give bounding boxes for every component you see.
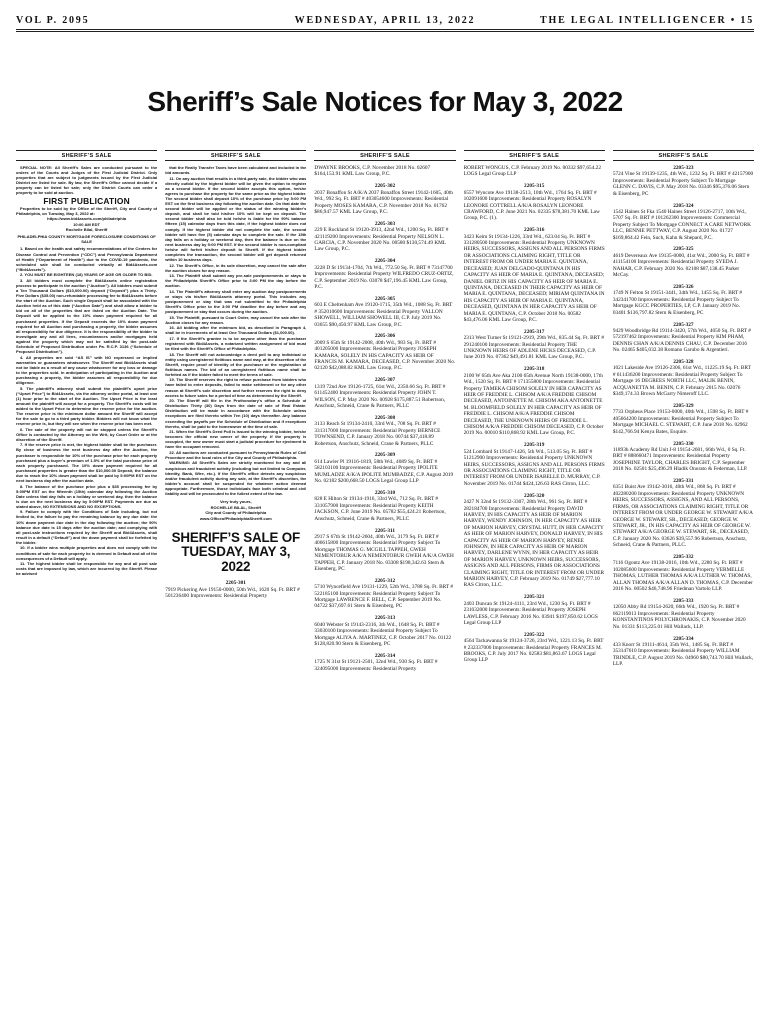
condition-paragraph: 10. If a bidder wins multiple properties and does not comply with the conditions of sale for each property he is deemed in Default and all of the consequences of a Default will apply. — [16, 545, 158, 561]
listing-text: 828 E Hilton St 19134-1916, 33rd Wd., 712 Sq. Ft. BRT # 331057900 Improvements: Residential Property KEITH JACKSON, C.P. June 2019 No. 05782 $55,424.21 Robertson, Anschutz, Schneid, Crane & Partners, PLLC — [314, 496, 446, 522]
column-header: SHERIFF’S SALE — [165, 150, 306, 161]
listing-text: 2037 Bonaffon St A/K/A 2037 Bonaffon Street 19142-1605, 40th Wd., 992 Sq. Ft. BRT # 403054600 Improvements: Residential Property MOSES KAMARA, C.P. November 2018 No. 01762 $86,947.57 KML Law Group, P.C. — [314, 189, 453, 215]
listing-number: 2205-310 — [374, 489, 396, 496]
listing-text: ROBERT WONGUS, C.P. February 2019 No. 00332 $97,654.22 LOGS Legal Group LLP — [463, 165, 601, 178]
condition-paragraph: 12. The Sheriff’s Office, in its sole discretion, may cancel the sale after the auction closes for any reason. — [165, 262, 307, 273]
date-label: WEDNESDAY, APRIL 13, 2022 — [294, 15, 476, 26]
sheriff-name: Rochelle Bilal, Sheriff — [65, 227, 108, 233]
listing-number: 2205-311 — [375, 527, 396, 534]
signoff-line: ROCHELLE BILAL, Sheriff — [210, 504, 261, 510]
listing-number: 2205-320 — [524, 492, 545, 499]
conditions-text-continued — [165, 165, 306, 521]
paper-name: THE LEGAL INTELLIGENCER • 15 — [540, 15, 754, 26]
condition-paragraph: 22. All auctions are conducted pursuant to Pennsylvania Rules of Civil Procedure and the local rules of the City and County of Philadelphia. — [165, 449, 307, 460]
listing-text: 6557 Wyncote Ave 19138-2513, 10th Wd., 1764 Sq. Ft. BRT # 102091600 Improvements: Residential Property ROSALYN LEONORE COTTRELL A/K/A ROSALYN LEONORE CRAWFORD, C.P. June 2021 No. 02335 $78,381.70 KML Law Group, P.C. (1). — [463, 189, 600, 222]
condition-paragraph: 17. If the Sheriff’s grantee is to be anyone other than the purchaser registered with Bid4Assets, a notarized written assignment of bid must be filed with the Sheriff’s Office of Philadelphia. — [165, 335, 307, 352]
listing-text: 11893h Academy Rd Unit J-8 19154-2601, 66th Wd., 0 Sq. Ft. BRT # 888660471 Improvements: Residential Property JOSEPHINE TAYLOR, CHARLES BRIGHT, C.P. September 2018 No. 02501 $25,496.29 Hladik Onorato & Federman, LLP. — [612, 446, 748, 473]
sale-listing — [314, 183, 455, 215]
sale-listing — [314, 578, 455, 610]
sale-listing — [464, 183, 605, 221]
sale-listing — [314, 221, 455, 253]
sale-listing — [613, 246, 754, 278]
listing-text: 2427 N 32nd St 19132-3307, 28th Wd., 961 Sq. Ft. BRT # 282184700 Improvements: Residential Property DAVID HARVEY, IN HIS CAPACITY AS HEIR OF MARION HARVEY, WENDY JOHNSON, IN HER CAPACITY AS HEIR OF MARION HARVEY, CRYSTAL HUTT, IN HER CAPACITY AS HEIR OF MARION HARVEY, DONALD HARVEY, IN HIS CAPACITY AS HEIR OF MARION HARVEY, RENEE JOHNSON, IN HER CAPACITY AS HEIR OF MARION HARVEY, DARLENE WYNN, IN HER CAPACITY AS HEIR OF MARION HARVEY, UNKNOWN HEIRS, SUCCESSORS, ASSIGNS AND ALL PERSONS, FIRMS OR ASSOCIATIONS CLAIMING RIGHT, TITLE OR INTEREST FROM OR UNDER MARION HARVEY, C.P. February 2019 No. 01749 $27,777.10 RAS Citron, LLC. — [463, 499, 604, 589]
listing-text: 7116 Ogontz Ave 19138-2016, 10th Wd., 2280 Sq. Ft. BRT # 102085600 Improvements: Residential Property VERMELLE THOMAS, LUTHER THOMAS A/K/A LUTHER W. THOMAS, ALLAN THOMAS A/K/A ALLAN D. THOMAS, C.P. December 2016 No. 00502 $46,748.96 Friedman Vartolo LLP. — [612, 560, 753, 593]
condition-paragraph: 18. The Sheriff will not acknowledge a deed poll to any individual or entity using unregistered fictitious name and may, at the discretion of the Sheriff, require proof of identity of the purchaser or the registration of fictitious names. The bid of an unregistered fictitious name shall be forfeited as if the bidder failed to meet the terms of sale. — [165, 351, 307, 377]
listing-text: 603 E Cheltenham Ave 19120-1715, 35th Wd., 1088 Sq. Ft. BRT # 352010600 Improvements: Residential Property VALLON SHOWELL, WILLIAM SHOWELL III, C.P. July 2019 No. 03655 $90,450.97 KML Law Group, P.C. — [314, 302, 453, 328]
listing-text: 4564 Tackawanna St 19124-3726, 23rd Wd., 1221.13 Sq. Ft. BRT # 232337000 Improvements: Residential Property FRANCES M. BROOKS, C.P. July 2017 No. 02583 $81,863.67 LOGS Legal Group LLP — [463, 638, 604, 664]
listing-text: 9429 Woodbridge Rd 19114-3420, 57th Wd., 4050 Sq. Ft. BRT # 572197462 Improvements: Residential Property KIM PHAM, DENNIS CHAN A/K/A DENNIS CHAU, C.P. December 2016 No. 02465 $405,032.38 Romano Garubo & Argentieri. — [612, 327, 751, 354]
signoff-line: Very truly yours, — [219, 499, 252, 505]
condition-paragraph: 3. All bidders must complete the Bid4Assets online registration process to participate in the auction (“Auction”). All bidders must submit a Ten Thousand Dollars ($10,000.00) deposit (“Deposit”) plus a Thirty-Five Dollars ($35.00) non-refundable processing fee to Bid4Assets before the start of the Auction. Such single Deposit shall be associated with the Auction held as of this date (“Auction Date”) and shall allow a bidder to bid on all of the properties that are listed on the Auction Date. The Deposit will be applied to the 10% down payment required for all purchased properties. If the Deposit exceeds the 10% down payment required for all Auction and purchasing a property, the bidder assumes all responsibility for due diligence. It is the responsibility of the bidder to investigate any and all liens, encumbrances and/or mortgages held against the property which may not be satisfied by the post-sale Schedule of Proposed Distribution under Pa. R.C.P. 3136 (“Schedule of Proposed Distribution”). — [16, 277, 158, 355]
listing-text: 1021 Lakeside Ave 19126-2306, 61st Wd., 11225.19 Sq. Ft. BRT # 611436200 Improvements: Residential Property Subject To Mortgage 16 DEGREES NORTH LLC, MALIK BENIN, ACQUANETTA M. BENIN, C.P. February 2015 No. 02076 $349,174.33 Brown McGarry Nimeroff LLC. — [612, 365, 751, 398]
sale-listing — [613, 165, 754, 197]
listing-number: 2205-331 — [673, 478, 694, 485]
sale-listing — [464, 594, 605, 626]
condition-paragraph: 4. All properties are sold “AS IS” with NO expressed or implied warranties or guarantees whatsoever. The Sheriff and Bid4Assets shall not be liable as a result of any cause whatsoever for any loss or damage to the properties sold. In anticipation of participating in the Auction and purchasing a property, the bidder assumes all responsibility for due diligence. — [16, 354, 158, 386]
listing-text: DWAYNE BROOKS, C.P. November 2018 No. 02607 $164,153.91 KML Law Group, P.C. — [314, 165, 431, 178]
listing-number: 2205-329 — [673, 403, 694, 409]
column-header: SHERIFF’S SALE — [16, 150, 157, 161]
listing-text: 2009 S 65th St 19142-2008, 40th Wd., 983 Sq. Ft. BRT # 401205000 Improvements: Residential Property JOSEPH KAMARA, SOLELY IN HIS CAPACITY AS HEIR OF FRANCIS M. KAMARA, DECEASED, C.P. November 2020 No. 02120 $42,088.82 KML Law Group, P.C. — [314, 339, 456, 372]
column-header: SHERIFF’S SALE — [464, 150, 605, 161]
condition-paragraph: that the Realty Transfer Taxes have been calculated and included in the bid amounts. — [165, 165, 307, 176]
columns — [16, 150, 754, 1016]
condition-paragraph: 5. The plaintiff’s attorney shall submit the plaintiff’s upset price (“Upset Price”) to Bid4Assets, via the attorney online portal, at least one (1) hour prior to the start of the Auction. The Upset Price is the least amount the plaintiff will accept for a property. The Sheriff’s costs will be added to the Upset Price to determine the reserve price for the auction. The reserve price is the minimum dollar amount the Sheriff will accept for the sale to go to a third party bidder. Bidders will not know what the reserve price is, but they will see when the reserve price has been met. — [16, 385, 158, 427]
condition-paragraph: 16. All bidding after the minimum bid, as described in Paragraph 4, shall be in increments of at least One Thousand Dollars ($1,000.00). — [165, 325, 307, 336]
sale-listing — [314, 490, 455, 522]
masthead — [16, 8, 754, 32]
listing-number: 2205-319 — [524, 442, 545, 449]
listing-text: 3423 Keim St 19134-1226, 33rd Wd., 623.04 Sq. Ft. BRT # 331280500 Improvements: Residential Property UNKNOWN HEIRS, SUCCESSORS, ASSIGNS AND ALL PERSONS FIRMS OR ASSOCIATIONS CLAIMING RIGHT, TITLE OR INTEREST FROM OR UNDER MARIA E. QUINTANA, DECEASED; JUAN DELGADO-QUINTANA IN HIS CAPACITY AS HEIR OF MARIA E. QUINTANA, DECEASED; DANIEL ORTIZ IN HIS CAPACITY AS HEIR OF MARIA E. QUINTANA, DECEASED IN THEIR CAPACITY AS HEIR OF MARIA E. QUINTANA, DECEASED; MIRIAM QUINTANA IN HIS CAPACITY AS HEIR OF MARIA E. QUINTANA, DECEASED, QUINTANA IN HER CAPACITY AS HEIR OF MARIA E. QUINTANA, C.P. October 2018 No. 00582 $43,476.06 KML Law Group, P.C. — [463, 233, 605, 323]
listing-number: 2205-322 — [524, 631, 545, 638]
page-title: Sheriff’s Sale Notices for May 3, 2022 — [147, 86, 623, 117]
condition-paragraph: 14. The Plaintiff’s attorney shall enter any auction day postponements or stays via his/her Bid4Assets attorney portal. This includes any postponement or stay that was not submitted to the Philadelphia Sheriff’s Office prior to the 3:00 PM deadline the day before and any postponement or stay that occurs during the auction. — [165, 288, 307, 315]
listings — [314, 165, 455, 672]
condition-paragraph: 13. The Plaintiff shall submit any pre-sale postponements or stays to the Philadelphia Sheriff’s Office prior to 3:00 PM the day before the auction. — [165, 273, 307, 289]
condition-paragraph: 15. The Plaintiff, pursuant to Court Order, may cancel the sale after the Auction closes for any reason. — [165, 314, 307, 325]
listing-text: 2403 Duncan St 19124-4111, 23rd Wd., 1230 Sq. Ft. BRT # 231032000 Improvements: Residential Property JOSEPH LAWLESS, C.P. February 2016 No. 03941 $197,850.62 LOGS Legal Group LLP — [463, 600, 598, 626]
column-4 — [464, 150, 605, 1016]
listing-number: 2205-306 — [374, 333, 396, 340]
first-publication-heading: FIRST PUBLICATION — [43, 195, 130, 206]
listing-text: 7733 Orpheus Place 19153-0000, 40th Wd., 1598 Sq. Ft. BRT # 405664200 Improvements: Residential Property Subject To Mortgage MICHAEL C. STEWART, C.P. June 2018 No. 02962 $142,766.94 Kenya Bates, Esquire. — [612, 409, 749, 435]
listing-number: 2205-316 — [524, 227, 545, 234]
column-header: SHERIFF’S SALE — [314, 150, 455, 161]
listing-number: 2205-315 — [524, 183, 545, 190]
condition-paragraph: WARNING: All Sheriff’s Sales are strictly monitored for any and all suspicious and fraudulent activity (including but not limited to Computer, Identity, Bank, Wire, etc.). If the Sheriff’s office detects any suspicious and/or fraudulent activity during any sale, at the Sheriff’s discretion, the bidder’s account shall be suspended for whatever action deemed appropriate. Furthermore, those individuals face both criminal and civil liability and will be prosecuted to the fullest extent of the law. — [165, 460, 307, 496]
listing-text: 1542 Haines St Fka 1540 Haines Street 19126-2717, 10th Wd., 5707 Sq. Ft. BRT # 101262300 Improvements: Commercial Property Subject To Mortgage CONNECT A CARE NETWORK LLC, BENNIE PETTWAY, C.P. August 2020 No. 01727 $169,864.42 Fein, Such, Kahn & Shepard, P.C. — [612, 208, 751, 241]
listing-text: 3133 Reach St 19134-2410, 33rd Wd., 708 Sq. Ft. BRT # 331317000 Improvements: Residential Property BERNICE TOWNSEND, C.P. January 2018 No. 00744 $37,418.89 Robertson, Anschutz, Schneid, Crane & Partners, PLLC — [314, 421, 441, 447]
condition-paragraph: 11. The highest bidder shall be responsible for any and all post sale costs that are imposed by law, which are incurred by the Sheriff. Please be advised — [16, 561, 158, 577]
sale-listing — [314, 333, 455, 371]
volume-label: VOL P. 2095 — [16, 15, 90, 26]
conditions-title: PHILADELPHIA COUNTY MORTGAGE FORECLOSURE CONDITIONS OF SALE — [17, 234, 156, 245]
listing-text: 433 Knorr St 19111-4614, 35th Wd., 1485 Sq. Ft. BRT # 353147610 Improvements: Residential Property WILLIAM TRINDLE, C.P. August 2019 No. 04960 $80,743.70 Hill Wallack, LLP. — [612, 641, 754, 668]
sale-listing — [165, 580, 306, 599]
first-publication-text: Properties to be sold by the Office of the Sheriff, City and County of Philadelphia, on Tuesday, May 3, 2022 at: — [16, 205, 158, 216]
auction-url[interactable]: https://www.bid4assets.com/philadelphia — [47, 216, 127, 222]
sale-listing — [613, 403, 754, 435]
sale-listing — [314, 296, 455, 328]
listing-number: 2205-332 — [673, 554, 694, 561]
sale-listing — [464, 493, 605, 589]
listing-text: 4619 Devereaux Ave 19135-0000, 41st Wd., 2000 Sq. Ft. BRT # 411154100 Improvements: Residential Property SYEDA J. NAHAR, C.P. February 2020 No. 02108 $87,138.45 Parker McCay. — [612, 252, 750, 279]
listing-number: 2205-303 — [374, 220, 396, 227]
sale-listing — [613, 359, 754, 397]
listing-text: 12050 Abby Rd 19154-2620, 66th Wd., 1920 Sq. Ft. BRT # 662119013 Improvements: Residential Property KONSTANTINOS POLYCHRONAKIS, C.P. November 2020 No. 01331 $113,225.01 Hill Wallack, LLP. — [612, 604, 746, 630]
condition-paragraph: 6. The sale of the property will not be stopped unless the Sheriff’s Office is contacted by the Attorney on the Writ, by Court Order or at the discretion of the Sheriff. — [16, 426, 158, 442]
listings — [613, 165, 754, 668]
sale-listing — [464, 366, 605, 436]
listing-number: 2205-330 — [673, 440, 694, 447]
condition-paragraph: 7. If the reserve price is met, the highest bidder shall be the purchaser. By close of business the next business day after the Auction, the purchaser is responsible for 10% of the purchase price for each property purchased plus a buyer’s premium of 1.5% of the total purchase price of each property purchased. The 10% down payment required for all purchased properties is greater than the $10,000.00 Deposit, the balance due to reach the 10% down payment shall be paid by 5:00PM EST on the next business day after the auction date. — [16, 442, 158, 484]
listing-number: 2205-326 — [673, 284, 694, 290]
sale-listing — [464, 329, 605, 361]
sale-listing — [314, 415, 455, 447]
listing-text: 229 E Rockland St 19120-3913, 42nd Wd., 1200 Sq. Ft. BRT # 421119200 Improvements: Residential Property NELSON L. GARCIA, C.P. November 2020 No. 00580 $130,574.49 KML Law Group, P.C. — [314, 227, 449, 253]
listing-number: 2205-308 — [374, 414, 396, 421]
listing-text: 614 Lawler Pl 19116-1819, 58th Wd., 4089 Sq. Ft. BRT # 582103100 Improvements: Residential Property IPOLITE MUMLADZE A/K/A IPOLITE MUMBADZE, C.P. August 2019 No. 02182 $200,668.50 LOGS Legal Group LLP — [314, 458, 454, 485]
listing-text: 5710 Wyncefield Ave 19131-1229, 52th Wd., 3788 Sq. Ft. BRT # 522185100 Improvements: Residential Property Subject To Mortgage LAWRENCE F. BELL, C.P. September 2019 No. 04722 $37,697.61 Stern & Eisenberg, PC — [314, 584, 454, 610]
column-header: SHERIFF’S SALE — [613, 150, 754, 161]
listing-number: 2205-317 — [524, 328, 545, 335]
listing-text: 2313 West Turner St 19121-2919, 29th Wd., 835.44 Sq. Ft. BRT # 291240100 Improvements: Residential Property THE UNKNOWN HEIRS OF ADLENE HICKS DECEASED, C.P. June 2019 No. 07362 $49,491.81 KML Law Group, P.C. — [463, 335, 604, 361]
listing-text: 5724 Vine St 19139-1235, 4th Wd., 1232 Sq. Ft. BRT # 42157900 Improvements: Residential Property Subject To Mortgage GLENN C. DAVIS, C.P. May 2018 No. 03346 $95,376.06 Stern & Eisenberg, PC — [612, 171, 754, 197]
sale-listing — [314, 528, 455, 573]
auction-time: 10:00 AM EDT — [73, 221, 101, 227]
listing-text: 6040 Webster St 19143-2316, 3th Wd., 1648 Sq. Ft. BRT # 33030100 Improvements: Residential Property Subject To Mortgage ALIYA A. MARTINEZ, C.P. October 2017 No. 01122 $128,820.90 Stern & Eisenberg, PC — [314, 621, 452, 647]
listing-text: 1749 N Felton St 19151-3441, 34th Wd., 1455 Sq. Ft. BRT # 342341700 Improvements: Residential Property Subject To Mortgage KGCC PROPERTIES, LP, C.P. January 2019 No. 03401 $136,797.82 Stern & Eisenberg, PC — [612, 290, 743, 316]
listing-number: 2205-304 — [374, 258, 396, 265]
listing-number: 2205-323 — [673, 165, 694, 171]
sale-heading: SHERIFF’S SALE OF TUESDAY, MAY 3, 2022 — [171, 529, 300, 574]
sale-listing — [464, 442, 605, 487]
listing-number: 2205-318 — [524, 366, 545, 373]
sale-listing — [464, 632, 605, 664]
sale-listing — [613, 554, 754, 592]
listings — [464, 165, 605, 664]
sale-listing — [613, 636, 754, 668]
condition-paragraph: 8. The balance of the purchase price plus a $35 processing fee by 5:00PM EST on the fifteenth (15th) calendar day following the Auction Date unless that day falls on a holiday or weekend day, then the balance is due on the next business day by 5:00PM EST. Payments are due as stated above, NO EXTENSIONS AND NO EXCEPTIONS. — [16, 483, 158, 509]
sale-listing — [314, 258, 455, 290]
sale-listing — [613, 598, 754, 630]
condition-paragraph: 11. On any auction that results in a third-party sale, the bidder who was directly outbid by the highest bidder will be given the option to register as a second bidder. If the second bidder accepts this option, he/she agrees to purchase the property for the same price as the highest bidder. The second bidder shall deposit 10% of the purchase price by 5:00 PM EST on the first business day following the auction date. On that date the second bidder will be applied or the status of the winning bidder’s deposit, and shall be told his/her 10% will be kept on deposit. The second bidder shall also be told he/she is liable for the 90% balance fifteen (15) calendar days from this date, if the highest bidder does not comply. If the highest bidder did not complete the sale, the second bidder will have five (5) calendar days to complete the sale. If the 15th day falls on a holiday or weekend day, then the balance is due on the next business day by 5:00 PM EST. If the second bidder is non-compliant he/she will forfeit his/her deposit to Sheriff. If the highest bidder completes the transaction, the second bidder will get deposit returned within 10 business days. — [165, 175, 307, 263]
listing-number: 2205-324 — [673, 202, 694, 209]
listing-text: 7919 Pickering Ave 19150-0000, 50th Wd., 1620 Sq. Ft. BRT # 501236400 Improvements: Residential Property — [165, 586, 300, 599]
listing-number: 2205-313 — [374, 615, 396, 622]
listing-number: 2205-321 — [524, 594, 545, 601]
condition-paragraph: 2. YOU MUST BE EIGHTEEN (18) YEARS OF AGE OR OLDER TO BID. — [20, 272, 153, 278]
listing-number: 2205-333 — [673, 597, 694, 604]
column-2 — [165, 150, 306, 1016]
listing-number: 2205-334 — [673, 635, 694, 642]
special-note: SPECIAL NOTE: All Sheriff’s Sales are conducted pursuant to the orders of the Courts and Judges of the First Judicial District. Only properties that are subject to judgments issued by the First Judicial District are listed for sale. By law, the Sheriff’s Office cannot decide if a property can be listed for sale; only the District Courts can order a property to be sold at auction. — [16, 165, 158, 196]
conditions-list — [16, 246, 157, 576]
column-3 — [314, 150, 455, 1016]
listing-text: 2100 W 65th Ave Aka 2100 65th Avenue North 19138-0000, 17th Wd., 1520 Sq. Ft. BRT # 171355800 Improvements: Residential Property TAMEKA CHISOM SOLELY IN HER CAPACITY AS HEIR OF FREDDIE L. CHISOM A/K/A FREDDIE CHISOM DECEASED, ANTOINETTE M. CHISOM AKA ANTOINETTE M. BLOOMFIELD SOLELY IN HER CAPACITY AS HEIR OF FREDDIE L. CHISOM A/K/A FREDDIE CHISOM DECEASED, THE UNKNOWN HEIRS OF FREDDIE L. CHISOM A/K/A FREDDIE CHISOM DECEASED, C.P. October 2019 No. 00010 $110,868.92 KML Law Group, P.C. — [463, 372, 604, 437]
listing-text: 1725 N 31st St 19121-2501, 32nd Wd., 930 Sq. Ft. BRT # 324095000 Improvements: Residential Property — [314, 659, 438, 672]
sale-listing — [464, 165, 605, 178]
condition-paragraph: 1. Based on the health and safety recommendations of the Centers for Disease Control and Prevention (“CDC”) and Pennsylvania Department of Health (“Department of Health”) due to the COVID-19 pandemic, the scheduled sale shall be conducted virtually at Bid4Assets.com (“Bid4Assets”). — [16, 246, 158, 272]
listing-number: 2205-307 — [374, 377, 396, 384]
listing-text: 2917 S 67th St 19142-2604, 40th Wd., 3179 Sq. Ft. BRT # 406615800 Improvements: Residential Property Subject To Mortgage THOMAS G. MCGILL TAPPEH, GWEH NEMENTOBUR A/K/A NEMENTOBUR GWEH A/K/A GWEH TAPPEH, C.P. January 2018 No. 03308 $198,342.63 Stern & Eisenberg, PC — [314, 533, 454, 572]
signoff-line: City and County of Philadelphia — [205, 510, 267, 516]
listing-text: 6351 Buist Ave 19142-3016, 40th Wd., 868 Sq. Ft. BRT # 402280200 Improvements: Residential Property UNKNOWN HEIRS, SUCCESSORS, ASSIGNS, AND ALL PERSONS, FIRMS, OR ASSOCIATIONS CLAIMING RIGHT, TITLE OR INTEREST FROM OR UNDER GEORGE W. STEWART A/K/A GEORGE W. STEWART, SR., DECEASED; GEORGE W. STEWART, JR., IN HIS CAPACITY AS HEIR OF GEORGE W. STEWART A/K/A GEORGE W. STEWART, SR., DECEASED, C.P. January 2020 No. 03626 $39,557.96 Robertson, Anschutz, Schneid, Crane & Partners, PLLC. — [612, 484, 753, 549]
listings — [165, 580, 306, 599]
listing-number: 2205-327 — [673, 321, 694, 328]
sale-listing — [613, 203, 754, 241]
sale-listing — [314, 452, 455, 484]
listing-number: 2205-314 — [374, 652, 396, 659]
sale-listing — [613, 322, 754, 354]
listing-text: 3228 D St 19134-1704, 7th Wd., 772.50 Sq. Ft. BRT # 73147700 Improvements: Residential Property WILFREDO CRUZ-ORTIZ, C.P. September 2019 No. 03078 $47,196.45 KML Law Group, P.C. — [314, 264, 454, 290]
listing-number: 2205-302 — [374, 183, 396, 190]
listing-number: 2205-301 — [225, 580, 246, 587]
sale-listing — [613, 284, 754, 316]
sale-listing — [613, 478, 754, 548]
condition-paragraph: 9. Failure to comply with the Conditions of Sale including, but not limited to, the failure to pay the remaining balance by any due date: the 10% down payment due date in the day following the auction; the 90% balance due date is 15 days after the auction date; and complying with all post-sale instructions required by the Sheriff and Bid4Assets, shall result in a default (“Default”) and the down payment shall be forfeited by the bidder. — [16, 509, 158, 545]
sale-listing — [314, 615, 455, 647]
sale-listing — [314, 653, 455, 672]
sale-listing — [314, 377, 455, 409]
column-5 — [613, 150, 754, 1016]
listing-text: 524 Lombard St 19147-1426, 5th Wd., 513.05 Sq. Ft. BRT # 51212900 Improvements: Residential Property UNKNOWN HEIRS, SUCCESSORS, ASSIGNS AND ALL PERSONS FIRMS OR ASSOCIATIONS CLAIMING RIGHT, TITLE OR INTEREST FROM OR UNDER ISABELLE D. MURRAY, C.P. November 2019 No. 01744 $424,126.63 RAS Citron, LLC. — [463, 448, 605, 487]
sale-listing — [314, 165, 455, 178]
condition-paragraph: 19. The Sheriff reserves the right to refuse purchase from bidders who have failed to enter deposits, failed to make settlement or for any other reason at Sheriff’s sole discretion and further reserves the right to deny access to future sales for a period of time as determined by the Sheriff. — [165, 377, 307, 398]
column-1 — [16, 150, 157, 1016]
conditions-text — [16, 165, 157, 576]
condition-paragraph: 21. When the Sheriff’s Deed Poll is issued to the winning bidder, he/she becomes the official new owner of the property. If the property is occupied, the new owner must start a judicial procedure for ejectment to have the occupant removed. — [165, 429, 307, 450]
listing-number: 2205-309 — [374, 452, 396, 459]
listing-text: 1319 72nd Ave 19126-1725, 61st Wd., 2350.66 Sq. Ft. BRT # 611452400 Improvements: Residential Property JOHN T. WILSON, C.P. May 2020 No. 00928 $175,887.51 Robertson, Anschutz, Schneid, Crane & Partners, PLLC — [314, 383, 446, 409]
listing-number: 2205-305 — [374, 295, 396, 302]
listing-number: 2205-312 — [374, 577, 396, 584]
signoff — [165, 499, 306, 521]
listing-number: 2205-325 — [673, 246, 694, 253]
listing-number: 2205-328 — [673, 359, 694, 366]
signoff-line: www.OfficeofPhiladelphiaSheriff.com — [199, 515, 272, 521]
condition-paragraph: 20. The Sheriff will file in the Prothonotary’s office a Schedule of Distribution Thirty (30) Days from the date of sale of Real Estate. Distribution will be made in accordance with the Schedule unless exceptions are filed thereto within Ten (10) days thereafter. Any balance exceeding the payoffs per the Schedule of Distribution and if exceptions thereto, shall be paid to the homeowner at the time of sale. — [165, 398, 307, 429]
sale-listing — [464, 227, 605, 323]
sale-listing — [613, 441, 754, 473]
conditions-list — [165, 165, 306, 496]
